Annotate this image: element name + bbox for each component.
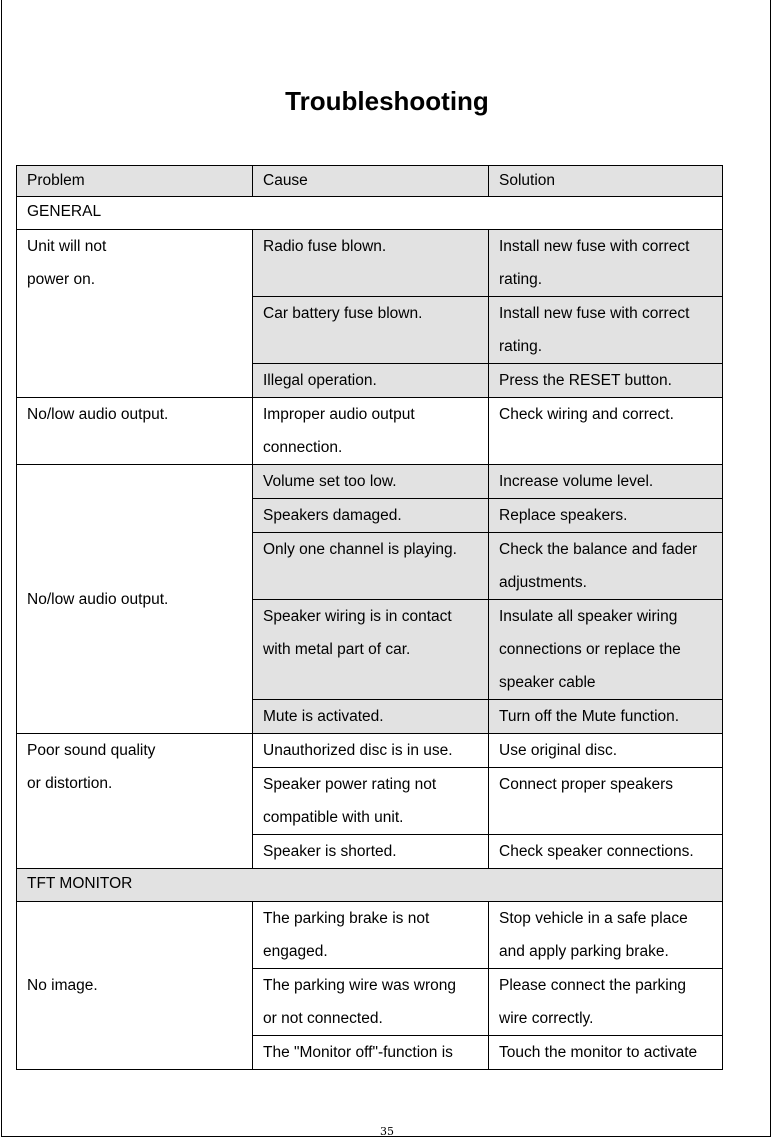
section-row (17, 197, 723, 230)
cause-line: Speaker wiring is in contact (263, 608, 452, 625)
solution-cell (489, 499, 723, 533)
table-row (17, 902, 723, 969)
solution-cell (489, 364, 723, 398)
problem-line: Poor sound quality (27, 742, 156, 759)
cause-line: Speaker power rating not (263, 776, 437, 793)
section-row (17, 869, 723, 902)
table-row (17, 465, 723, 499)
solution-line: Check speaker connections. (499, 843, 694, 860)
solution-cell (489, 533, 723, 600)
page-number: 35 (380, 1125, 394, 1138)
table-row (17, 398, 723, 465)
solution-cell (489, 768, 723, 835)
cause-line: Speaker is shorted. (263, 843, 397, 860)
solution-line: Use original disc. (499, 742, 618, 759)
cause-line: engaged. (263, 943, 328, 960)
cause-line: The parking wire was wrong (263, 977, 456, 994)
cause-line: connection. (263, 439, 343, 456)
solution-cell (489, 230, 723, 297)
solution-cell (489, 600, 723, 700)
solution-cell (489, 465, 723, 499)
solution-line: Insulate all speaker wiring (499, 608, 678, 625)
solution-cell (489, 734, 723, 768)
cause-line: compatible with unit. (263, 809, 404, 826)
problem-line: or distortion. (27, 775, 113, 792)
solution-line: Touch the monitor to activate (499, 1044, 698, 1061)
solution-cell (489, 969, 723, 1036)
problem-cell (17, 230, 253, 398)
problem-cell: No image. (17, 902, 253, 1070)
solution-line: rating. (499, 271, 543, 288)
solution-line: Install new fuse with correct (499, 305, 690, 322)
solution-cell (489, 1036, 723, 1070)
cause-cell (253, 364, 489, 398)
section-tft-monitor: TFT MONITOR (17, 869, 723, 902)
solution-line: connections or replace the (499, 641, 681, 658)
cause-cell (253, 297, 489, 364)
cause-cell (253, 398, 489, 465)
solution-line: adjustments. (499, 574, 587, 591)
problem-line: Unit will not (27, 238, 107, 255)
page-title: Troubleshooting (285, 86, 489, 116)
cause-line: with metal part of car. (263, 641, 411, 658)
cause-line: Illegal operation. (263, 372, 377, 389)
problem-cell (17, 734, 253, 869)
header-solution: Solution (489, 166, 723, 197)
table-row (17, 230, 723, 297)
table-header-row (17, 166, 723, 197)
solution-cell (489, 398, 723, 465)
solution-line: speaker cable (499, 674, 596, 691)
cause-line: Mute is activated. (263, 708, 384, 725)
problem-line: power on. (27, 271, 96, 288)
solution-line: rating. (499, 338, 543, 355)
cause-cell (253, 902, 489, 969)
cause-line: Unauthorized disc is in use. (263, 742, 453, 759)
solution-line: Check wiring and correct. (499, 406, 674, 423)
cause-line: Volume set too low. (263, 473, 397, 490)
header-cause: Cause (253, 166, 489, 197)
solution-line: Install new fuse with correct (499, 238, 690, 255)
solution-cell (489, 835, 723, 869)
solution-cell (489, 297, 723, 364)
solution-line: wire correctly. (499, 1010, 594, 1027)
cause-cell (253, 700, 489, 734)
troubleshooting-table (16, 165, 723, 1070)
solution-line: Turn off the Mute function. (499, 708, 680, 725)
cause-cell (253, 499, 489, 533)
cause-cell (253, 465, 489, 499)
solution-line: Increase volume level. (499, 473, 654, 490)
section-general: GENERAL (17, 197, 723, 230)
solution-line: Connect proper speakers (499, 776, 674, 793)
header-problem: Problem (17, 166, 253, 197)
cause-line: Improper audio output (263, 406, 415, 423)
cause-line: Speakers damaged. (263, 507, 402, 524)
solution-line: Replace speakers. (499, 507, 628, 524)
cause-cell (253, 600, 489, 700)
problem-cell: No/low audio output. (17, 398, 253, 465)
cause-cell (253, 768, 489, 835)
cause-cell (253, 230, 489, 297)
solution-line: Check the balance and fader (499, 541, 698, 558)
solution-line: Stop vehicle in a safe place (499, 910, 688, 927)
solution-line: and apply parking brake. (499, 943, 669, 960)
solution-line: Press the RESET button. (499, 372, 672, 389)
cause-cell (253, 734, 489, 768)
solution-cell (489, 902, 723, 969)
solution-cell (489, 700, 723, 734)
cause-cell (253, 969, 489, 1036)
cause-cell (253, 1036, 489, 1070)
problem-cell: No/low audio output. (17, 465, 253, 734)
cause-line: Radio fuse blown. (263, 238, 387, 255)
cause-cell (253, 835, 489, 869)
table-row (17, 734, 723, 768)
cause-line: or not connected. (263, 1010, 383, 1027)
solution-line: Please connect the parking (499, 977, 686, 994)
cause-line: Car battery fuse blown. (263, 305, 423, 322)
cause-cell (253, 533, 489, 600)
cause-line: The "Monitor off"-function is (263, 1044, 453, 1061)
cause-line: Only one channel is playing. (263, 541, 457, 558)
cause-line: The parking brake is not (263, 910, 430, 927)
